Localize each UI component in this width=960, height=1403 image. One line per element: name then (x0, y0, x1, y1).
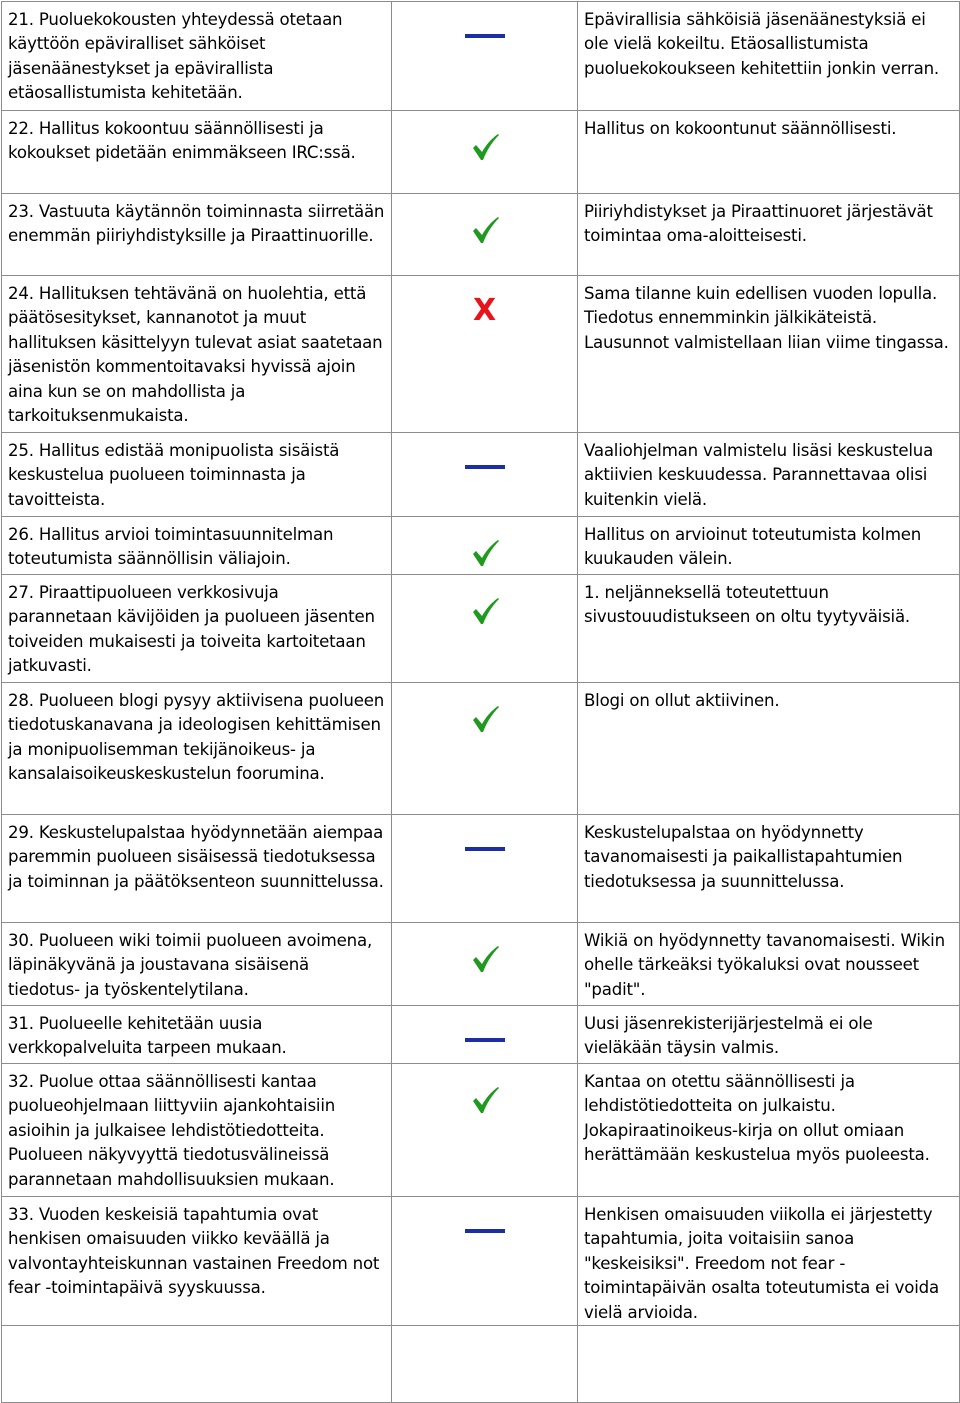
status-cell (392, 575, 578, 683)
note-cell (578, 815, 960, 923)
goal-cell (2, 194, 392, 276)
goal-text: 33. Vuoden keskeisiä tapahtumia ovat henkisen omaisuuden viikko keväällä ja valvontayhteiskunnan vastainen Freedom not fear -toimintapäivä syyskuussa. (8, 1205, 380, 1298)
checkmark-icon (470, 215, 500, 245)
goal-text: 22. Hallitus kokoontuu säännöllisesti ja kokoukset pidetään enimmäkseen IRC:ssä. (8, 119, 356, 163)
status-cell (392, 1197, 578, 1326)
goal-cell (2, 923, 392, 1006)
goal-cell (2, 517, 392, 575)
table-row (2, 923, 960, 1006)
note-text: Vaaliohjelman valmistelu lisäsi keskustelua aktiivien keskuudessa. Parannettavaa olisi kuitenkin vielä. (584, 441, 934, 509)
goal-text: 29. Keskustelupalstaa hyödynnetään aiempaa paremmin puolueen sisäisessä tiedotuksessa ja toiminnan ja päätöksenteon suunnittelussa. (8, 823, 384, 891)
goal-text: 24. Hallituksen tehtävänä on huolehtia, että päätösesitykset, kannanotot ja muut hallituksen käsittelyyn tulevat asiat saatetaan jäsenistön kommentoitavaksi hyvissä ajoin aina kun se on mahdollista ja tarkoituksenmukaista. (8, 284, 383, 426)
goal-cell (2, 111, 392, 194)
table-row (2, 433, 960, 517)
note-cell (578, 2, 960, 111)
goal-text: 21. Puoluekokousten yhteydessä otetaan käyttöön epäviralliset sähköiset jäsenäänestykset ja epävirallista etäosallistumista kehitetään. (8, 10, 343, 103)
status-cell (392, 1064, 578, 1197)
status-cell (392, 194, 578, 276)
goal-text: 28. Puolueen blogi pysyy aktiivisena puolueen tiedotuskanavana ja ideologisen kehittämisen ja monipuolisemman tekijänoikeus- ja kansalaisoikeuskeskustelun foorumina. (8, 691, 385, 784)
table-row (2, 683, 960, 815)
table-row (2, 276, 960, 433)
status-cell (392, 433, 578, 517)
note-text: Hallitus on kokoontunut säännöllisesti. (584, 119, 897, 138)
dash-icon (465, 1228, 505, 1234)
status-cell (392, 517, 578, 575)
checkmark-icon (470, 596, 500, 626)
note-text: Keskustelupalstaa on hyödynnetty tavanomaisesti ja paikallistapahtumien tiedotuksessa ja suunnittelussa. (584, 823, 903, 891)
status-cell (392, 1006, 578, 1064)
checkmark-icon (470, 538, 500, 568)
status-cell (392, 683, 578, 815)
table-row (2, 111, 960, 194)
status-cell (392, 815, 578, 923)
note-cell (578, 1064, 960, 1197)
note-cell (578, 111, 960, 194)
note-text: Hallitus on arvioinut toteutumista kolmen kuukauden välein. (584, 525, 922, 569)
goal-text: 23. Vastuuta käytännön toiminnasta siirretään enemmän piiriyhdistyksille ja Piraattinuorille. (8, 202, 385, 246)
note-text: Epävirallisia sähköisiä jäsenäänestyksiä ei ole vielä kokeiltu. Etäosallistumista puoluekokoukseen kehitettiin jonkin verran. (584, 10, 939, 78)
note-text: Kantaa on otettu säännöllisesti ja lehdistötiedotteita on julkaistu. Jokapiraatinoikeus-kirja on ollut omiaan herättämään keskustelua myös puoleesta. (584, 1072, 930, 1165)
goal-text: 32. Puolue ottaa säännöllisesti kantaa puolueohjelmaan liittyviin ajankohtaisiin asioihin ja julkaisee lehdistötiedotteita. Puolueen näkyvyyttä tiedotusvälineissä parannetaan mahdollisuuksien mukaan. (8, 1072, 336, 1189)
note-cell (578, 276, 960, 433)
goal-text: 25. Hallitus edistää monipuolista sisäistä keskustelua puolueen toiminnasta ja tavoitteista. (8, 441, 340, 509)
status-cell (392, 2, 578, 111)
empty-cell (2, 1326, 392, 1403)
table-row (2, 815, 960, 923)
dash-icon (465, 1037, 505, 1043)
note-cell (578, 517, 960, 575)
goal-text: 26. Hallitus arvioi toimintasuunnitelman toteutumista säännöllisin väliajoin. (8, 525, 334, 569)
empty-cell (392, 1326, 578, 1403)
goal-status-table (1, 1, 960, 1403)
note-text: Henkisen omaisuuden viikolla ei järjestetty tapahtumia, joita voitaisiin sanoa "keskeisiksi". Freedom not fear -toimintapäivän osalta toteutumista ei voida vielä arvioida. (584, 1205, 939, 1322)
note-text: Blogi on ollut aktiivinen. (584, 691, 780, 710)
table-row (2, 194, 960, 276)
goal-cell (2, 1197, 392, 1326)
note-cell (578, 683, 960, 815)
note-text: Sama tilanne kuin edellisen vuoden lopulla. Tiedotus ennemminkin jälkikäteistä. Lausunnot valmistellaan liian viime tingassa. (584, 284, 949, 352)
goal-cell (2, 433, 392, 517)
empty-cell (578, 1326, 960, 1403)
note-cell (578, 575, 960, 683)
goal-cell (2, 575, 392, 683)
dash-icon (465, 464, 505, 470)
goal-cell (2, 276, 392, 433)
table-row (2, 2, 960, 111)
cross-icon: X (473, 293, 496, 328)
table-body (2, 2, 960, 1403)
goal-cell (2, 683, 392, 815)
goal-cell (2, 815, 392, 923)
goal-cell (2, 1064, 392, 1197)
table-row (2, 1197, 960, 1326)
dash-icon (465, 33, 505, 39)
note-cell (578, 923, 960, 1006)
status-cell (392, 923, 578, 1006)
note-text: Piiriyhdistykset ja Piraattinuoret järjestävät toimintaa oma-aloitteisesti. (584, 202, 933, 246)
table-row (2, 1006, 960, 1064)
checkmark-icon (470, 944, 500, 974)
note-text: 1. neljänneksellä toteutettuun sivustouudistukseen on oltu tyytyväisiä. (584, 583, 910, 627)
checkmark-icon (470, 704, 500, 734)
note-text: Uusi jäsenrekisterijärjestelmä ei ole vieläkään täysin valmis. (584, 1014, 873, 1058)
goal-text: 31. Puolueelle kehitetään uusia verkkopalveluita tarpeen mukaan. (8, 1014, 287, 1058)
note-cell (578, 1006, 960, 1064)
empty-row (2, 1326, 960, 1403)
note-cell (578, 1197, 960, 1326)
table-row (2, 575, 960, 683)
dash-icon (465, 846, 505, 852)
goal-text: 27. Piraattipuolueen verkkosivuja parannetaan kävijöiden ja puolueen jäsenten toiveiden mukaisesti ja toiveita kartoitetaan jatkuvasti. (8, 583, 375, 676)
goal-text: 30. Puolueen wiki toimii puolueen avoimena, läpinäkyvänä ja joustavana sisäisenä tiedotus- ja työskentelytilana. (8, 931, 373, 999)
note-cell (578, 194, 960, 276)
checkmark-icon (470, 1085, 500, 1115)
goal-cell (2, 2, 392, 111)
goal-cell (2, 1006, 392, 1064)
table-row (2, 517, 960, 575)
status-cell (392, 276, 578, 433)
note-text: Wikiä on hyödynnetty tavanomaisesti. Wikin ohelle tärkeäksi työkaluksi ovat nousseet "padit". (584, 931, 945, 999)
status-cell (392, 111, 578, 194)
checkmark-icon (470, 132, 500, 162)
note-cell (578, 433, 960, 517)
table-row (2, 1064, 960, 1197)
